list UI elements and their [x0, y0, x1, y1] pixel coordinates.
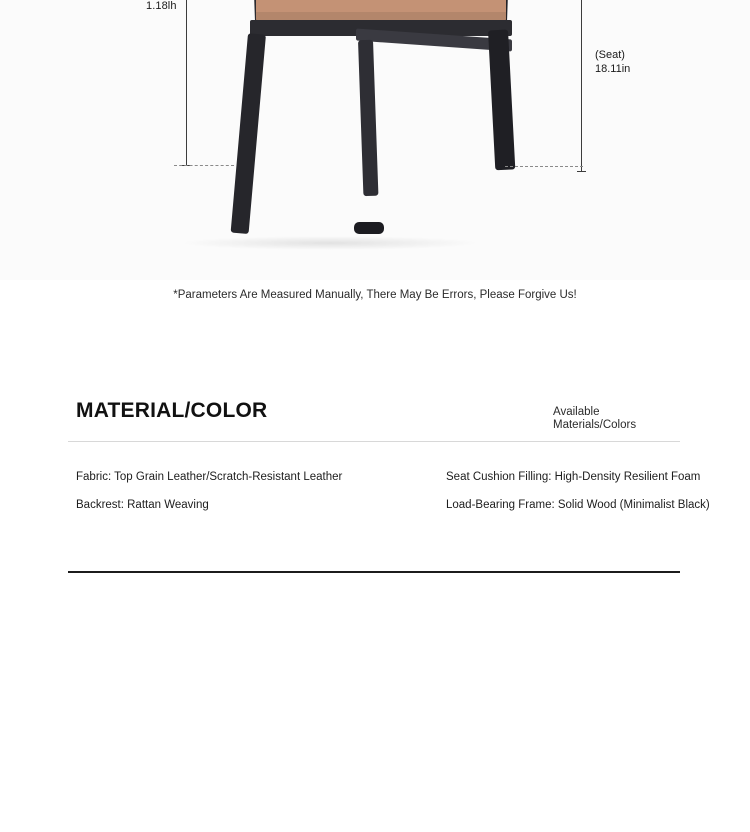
spec-item-backrest: Backrest: Rattan Weaving	[76, 499, 209, 511]
dimension-guide-left	[174, 165, 234, 166]
chair-illustration	[236, 0, 536, 250]
section-subtitle-line2: Materials/Colors	[553, 419, 637, 431]
section-subtitle	[553, 406, 683, 432]
spec-item-cushion-filling: Seat Cushion Filling: High-Density Resilient Foam	[446, 471, 701, 483]
section-header	[68, 385, 680, 442]
product-dimension-diagram	[0, 0, 750, 280]
chair-foot-front-left	[354, 222, 384, 234]
dimension-guide-right	[505, 166, 583, 167]
specs-column-right	[446, 470, 716, 526]
specs-grid	[68, 470, 710, 554]
dimension-cap-right-bottom	[577, 171, 586, 172]
swatch-placeholder-3	[568, 600, 720, 628]
measurement-note: *Parameters Are Measured Manually, There May Be Errors, Please Forgive Us!	[173, 289, 577, 301]
section-divider	[68, 571, 680, 573]
chair-leg-front-right	[358, 40, 378, 196]
dimension-label-height: 1.18lh	[146, 0, 177, 12]
spec-item-frame: Load-Bearing Frame: Solid Wood (Minimalist Black)	[446, 499, 710, 511]
section-subtitle-line1: Available	[553, 406, 600, 418]
dimension-label-seat-height: (Seat) 18.11in	[595, 49, 631, 75]
spec-item-fabric: Fabric: Top Grain Leather/Scratch-Resistant Leather	[76, 471, 343, 483]
material-color-section	[68, 385, 710, 554]
floor-shadow	[180, 236, 480, 250]
section-title: MATERIAL/COLOR	[76, 399, 268, 422]
dimension-line-right	[581, 0, 582, 172]
dimension-line-left	[186, 0, 187, 166]
specs-column-left	[76, 470, 346, 526]
chair-leg-front-left	[231, 33, 266, 234]
